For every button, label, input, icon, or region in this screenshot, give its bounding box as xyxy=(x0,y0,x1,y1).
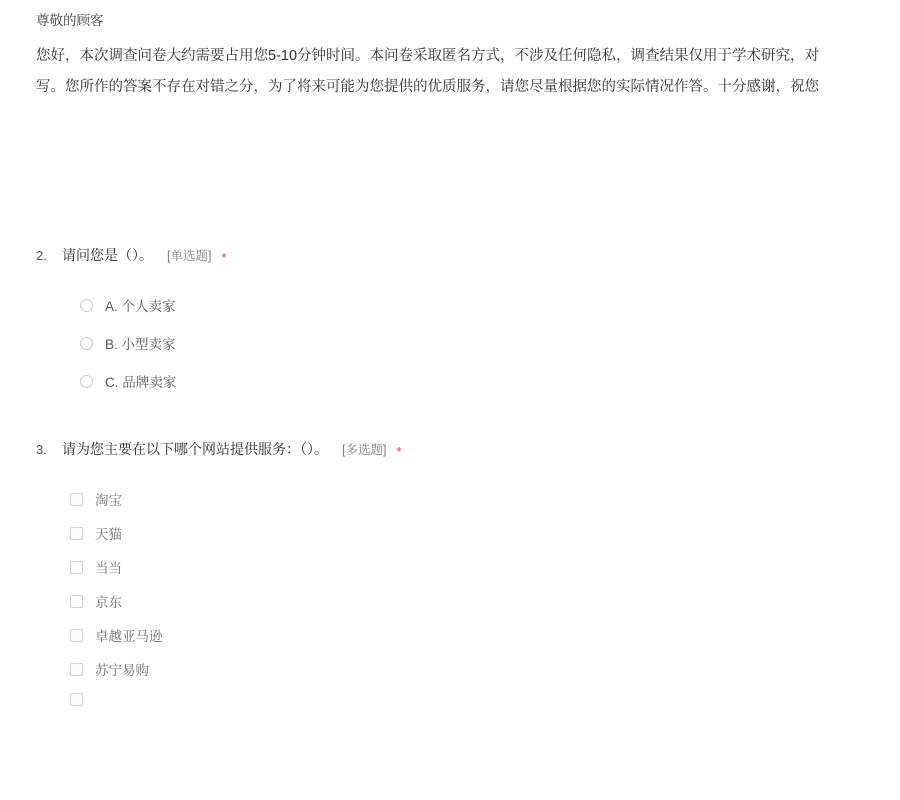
intro-title: 尊敬的顾客 xyxy=(36,13,104,28)
checkbox-icon[interactable] xyxy=(70,493,83,506)
question-3 xyxy=(36,439,900,706)
checkbox-option-suning-label: 苏宁易购 xyxy=(95,663,149,679)
intro-paragraph-line-2: 写。您所作的答案不存在对错之分，为了将来可能为您提供的优质服务，请您尽量根据您的实际情况作答。十分感谢，祝您 xyxy=(36,79,819,96)
intro-question-spacer xyxy=(0,103,900,245)
checkbox-option-jd-label: 京东 xyxy=(95,595,122,611)
question-3-title: 请为您主要在以下哪个网站提供服务：（）。 xyxy=(62,441,328,458)
checkbox-icon[interactable] xyxy=(70,595,83,608)
question-2-required-mark: * xyxy=(221,250,227,266)
checkbox-option-tmall-label: 天猫 xyxy=(95,527,122,543)
question-2 xyxy=(36,245,900,391)
question-2-type: [单选题] xyxy=(167,249,212,264)
radio-icon[interactable] xyxy=(80,337,93,350)
radio-icon[interactable] xyxy=(80,375,93,388)
checkbox-option-tmall[interactable] xyxy=(70,523,900,543)
checkbox-icon[interactable] xyxy=(70,693,83,706)
radio-option-c-label: C. 品牌卖家 xyxy=(105,375,177,391)
checkbox-option-dangdang-label: 当当 xyxy=(95,561,122,577)
intro-section xyxy=(0,0,900,103)
question-3-options xyxy=(70,489,900,706)
checkbox-option-dangdang[interactable] xyxy=(70,557,900,577)
checkbox-option-amazon-label: 卓越亚马逊 xyxy=(95,629,163,645)
question-2-options xyxy=(80,295,900,391)
radio-option-c[interactable] xyxy=(80,371,900,391)
checkbox-option-suning[interactable] xyxy=(70,659,900,679)
question-3-required-mark: * xyxy=(396,444,402,460)
checkbox-icon[interactable] xyxy=(70,527,83,540)
question-3-type: [多选题] xyxy=(342,443,387,458)
checkbox-option-amazon[interactable] xyxy=(70,625,900,645)
checkbox-option-taobao[interactable] xyxy=(70,489,900,509)
intro-paragraph xyxy=(36,41,888,103)
checkbox-icon[interactable] xyxy=(70,663,83,676)
radio-option-a[interactable] xyxy=(80,295,900,315)
question-3-header xyxy=(36,439,900,459)
question-3-number: 3. xyxy=(36,442,47,458)
checkbox-icon[interactable] xyxy=(70,629,83,642)
checkbox-option-next[interactable] xyxy=(70,693,900,706)
checkbox-option-taobao-label: 淘宝 xyxy=(95,493,122,509)
intro-paragraph-line-1: 您好，本次调查问卷大约需要占用您5-10分钟时间。本问卷采取匿名方式，不涉及任何隐私，调查结果仅用于学术研究，对 xyxy=(36,47,820,64)
checkbox-option-jd[interactable] xyxy=(70,591,900,611)
question-2-number: 2. xyxy=(36,248,47,264)
radio-option-b[interactable] xyxy=(80,333,900,353)
radio-option-b-label: B. 小型卖家 xyxy=(105,337,176,353)
radio-option-a-label: A. 个人卖家 xyxy=(105,299,176,315)
checkbox-icon[interactable] xyxy=(70,561,83,574)
question-spacer xyxy=(0,409,900,439)
radio-icon[interactable] xyxy=(80,299,93,312)
question-2-title: 请问您是（）。 xyxy=(62,247,153,264)
question-2-header xyxy=(36,245,900,265)
